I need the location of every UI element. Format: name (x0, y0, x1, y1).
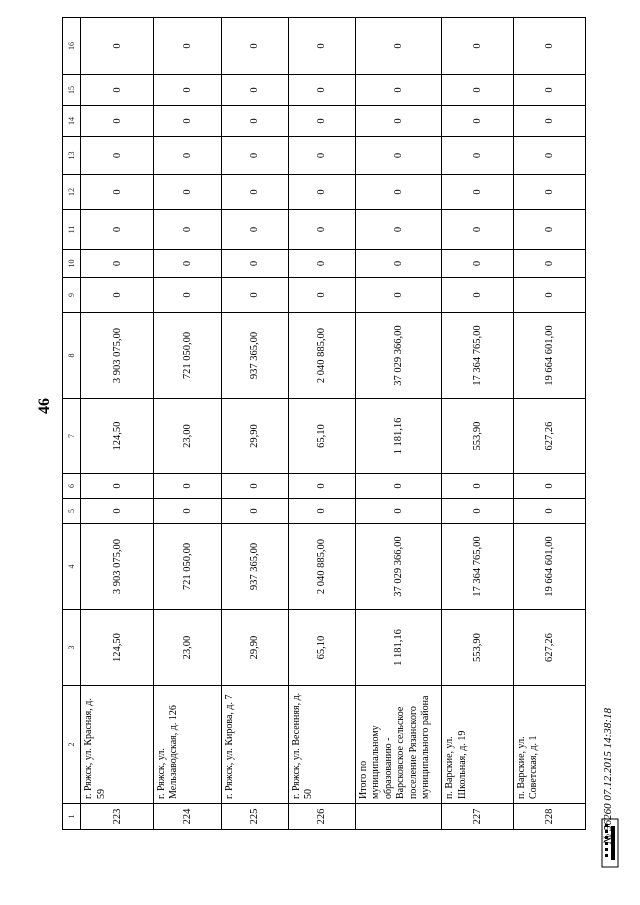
column-number: 12 (63, 175, 81, 210)
value-cell: 0 (221, 278, 288, 313)
table-row (153, 18, 221, 830)
row-id-cell: 227 (442, 804, 513, 830)
value-cell: 124,50 (81, 610, 153, 686)
value-cell: 0 (81, 18, 153, 75)
column-number: 11 (63, 210, 81, 250)
column-number: 3 (63, 610, 81, 686)
value-cell: 29,90 (221, 610, 288, 686)
value-cell: 0 (442, 175, 513, 210)
value-cell: 0 (221, 499, 288, 524)
table-row (513, 18, 585, 830)
value-cell: 0 (153, 250, 221, 278)
column-number: 10 (63, 250, 81, 278)
table-row (442, 18, 513, 830)
value-cell: 0 (355, 474, 441, 499)
value-cell: 0 (442, 278, 513, 313)
address-cell: Итого по муниципальному образованию - Варсковское сельское поселение Рязанского муниципального района (355, 686, 441, 804)
value-cell: 2 040 885,00 (288, 313, 355, 399)
value-cell: 37 029 366,00 (355, 524, 441, 610)
value-cell: 0 (81, 75, 153, 106)
value-cell: 23,00 (153, 399, 221, 474)
value-cell: 0 (513, 210, 585, 250)
value-cell: 0 (513, 499, 585, 524)
value-cell: 2 040 885,00 (288, 524, 355, 610)
value-cell: 0 (442, 75, 513, 106)
value-cell: 0 (513, 278, 585, 313)
document-stamp: № 56260 07.12.2015 14:38:18 (602, 708, 614, 844)
value-cell: 0 (221, 250, 288, 278)
value-cell: 0 (288, 175, 355, 210)
value-cell: 65,10 (288, 610, 355, 686)
row-id-cell: 226 (288, 804, 355, 830)
value-cell: 0 (442, 106, 513, 137)
value-cell: 553,90 (442, 399, 513, 474)
value-cell: 0 (288, 278, 355, 313)
value-cell: 65,10 (288, 399, 355, 474)
value-cell: 0 (81, 474, 153, 499)
value-cell: 0 (81, 106, 153, 137)
value-cell: 0 (288, 499, 355, 524)
value-cell: 0 (221, 175, 288, 210)
value-cell: 0 (81, 175, 153, 210)
value-cell: 0 (288, 137, 355, 175)
value-cell: 0 (513, 175, 585, 210)
value-cell: 0 (288, 474, 355, 499)
value-cell: 0 (442, 137, 513, 175)
value-cell: 0 (221, 106, 288, 137)
value-cell: 0 (221, 75, 288, 106)
value-cell: 17 364 765,00 (442, 524, 513, 610)
address-cell: г. Ряжск, ул. Мельзаводская, д. 126 (153, 686, 221, 804)
value-cell: 937 365,00 (221, 524, 288, 610)
value-cell: 0 (153, 137, 221, 175)
value-cell: 1 181,16 (355, 399, 441, 474)
value-cell: 0 (355, 499, 441, 524)
value-cell: 0 (81, 499, 153, 524)
value-cell: 0 (442, 250, 513, 278)
value-cell: 0 (513, 250, 585, 278)
value-cell: 553,90 (442, 610, 513, 686)
column-number: 14 (63, 106, 81, 137)
value-cell: 0 (288, 75, 355, 106)
column-number: 8 (63, 313, 81, 399)
value-cell: 0 (153, 75, 221, 106)
value-cell: 0 (513, 18, 585, 75)
row-id-cell: 224 (153, 804, 221, 830)
value-cell: 0 (153, 474, 221, 499)
column-number: 15 (63, 75, 81, 106)
value-cell: 1 181,16 (355, 610, 441, 686)
column-number: 1 (63, 804, 81, 830)
table-row (355, 18, 441, 830)
value-cell: 0 (221, 474, 288, 499)
column-number: 6 (63, 474, 81, 499)
value-cell: 3 903 075,00 (81, 313, 153, 399)
address-cell: п. Варские, ул. Советская, д. 1 (513, 686, 585, 804)
value-cell: 0 (81, 250, 153, 278)
value-cell: 0 (288, 210, 355, 250)
value-cell: 0 (442, 499, 513, 524)
value-cell: 627,26 (513, 610, 585, 686)
address-cell: г. Ряжск, ул. Красная, д. 59 (81, 686, 153, 804)
value-cell: 0 (355, 210, 441, 250)
value-cell: 0 (355, 278, 441, 313)
value-cell: 23,00 (153, 610, 221, 686)
column-number: 7 (63, 399, 81, 474)
value-cell: 124,50 (81, 399, 153, 474)
value-cell: 0 (81, 137, 153, 175)
column-number: 5 (63, 499, 81, 524)
value-cell: 0 (355, 250, 441, 278)
column-number: 13 (63, 137, 81, 175)
value-cell: 0 (442, 474, 513, 499)
row-id-cell: 228 (513, 804, 585, 830)
value-cell: 0 (513, 106, 585, 137)
value-cell: 19 664 601,00 (513, 524, 585, 610)
row-id-cell: 223 (81, 804, 153, 830)
column-number: 16 (63, 18, 81, 75)
value-cell: 0 (513, 137, 585, 175)
value-cell: 3 903 075,00 (81, 524, 153, 610)
data-table (62, 17, 586, 830)
column-number: 2 (63, 686, 81, 804)
table-container (62, 18, 586, 830)
row-id-cell (355, 804, 441, 830)
value-cell: 0 (153, 18, 221, 75)
value-cell: 0 (288, 106, 355, 137)
value-cell: 0 (221, 210, 288, 250)
value-cell: 627,26 (513, 399, 585, 474)
address-cell: г. Ряжск, ул. Кирова, д. 7 (221, 686, 288, 804)
value-cell: 0 (81, 210, 153, 250)
value-cell: 0 (288, 18, 355, 75)
value-cell: 0 (153, 278, 221, 313)
value-cell: 0 (153, 175, 221, 210)
table-row (288, 18, 355, 830)
value-cell: 0 (355, 106, 441, 137)
value-cell: 0 (355, 175, 441, 210)
value-cell: 0 (442, 18, 513, 75)
address-cell: п. Варские, ул. Школьная, д. 19 (442, 686, 513, 804)
value-cell: 0 (513, 474, 585, 499)
value-cell: 721 050,00 (153, 524, 221, 610)
value-cell: 0 (513, 75, 585, 106)
value-cell: 0 (153, 106, 221, 137)
column-number-row (63, 18, 81, 830)
value-cell: 17 364 765,00 (442, 313, 513, 399)
table-row (221, 18, 288, 830)
value-cell: 0 (81, 278, 153, 313)
value-cell: 0 (442, 210, 513, 250)
value-cell: 0 (153, 499, 221, 524)
value-cell: 0 (153, 210, 221, 250)
row-id-cell: 225 (221, 804, 288, 830)
value-cell: 29,90 (221, 399, 288, 474)
value-cell: 721 050,00 (153, 313, 221, 399)
value-cell: 0 (355, 75, 441, 106)
column-number: 4 (63, 524, 81, 610)
address-cell: г. Ряжск, ул. Весенняя, д. 50 (288, 686, 355, 804)
value-cell: 0 (355, 137, 441, 175)
value-cell: 937 365,00 (221, 313, 288, 399)
value-cell: 0 (221, 18, 288, 75)
table-row (81, 18, 153, 830)
page-number: 46 (36, 398, 53, 414)
value-cell: 0 (221, 137, 288, 175)
value-cell: 0 (288, 250, 355, 278)
column-number: 9 (63, 278, 81, 313)
value-cell: 0 (355, 18, 441, 75)
value-cell: 37 029 366,00 (355, 313, 441, 399)
value-cell: 19 664 601,00 (513, 313, 585, 399)
